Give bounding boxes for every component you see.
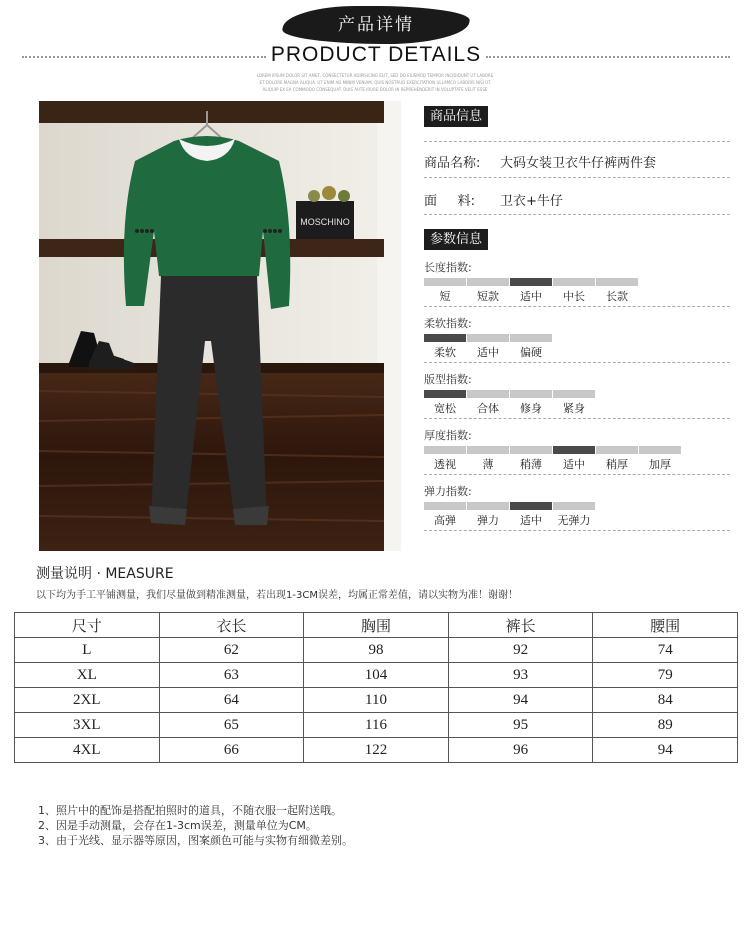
header-cell: 尺寸 [15, 613, 160, 638]
product-info-tag: 商品信息 [424, 106, 488, 127]
product-name-value: 大码女装卫衣牛仔裤两件套 [500, 156, 657, 171]
params-info-tag: 参数信息 [424, 229, 488, 250]
param-scale-segment [510, 446, 552, 454]
table-cell: 63 [159, 663, 304, 688]
table-row [15, 663, 738, 688]
header-dotted-line-left [22, 56, 266, 58]
param-divider [424, 474, 730, 475]
table-cell: 95 [448, 713, 593, 738]
size-table-header [15, 613, 738, 638]
header-cell: 腰围 [593, 613, 738, 638]
param-option-label: 高弹 [434, 514, 456, 527]
info-divider-1 [424, 141, 730, 142]
param-divider [424, 306, 730, 307]
param-scale-segment [596, 278, 638, 286]
table-row [15, 713, 738, 738]
table-cell: 66 [159, 738, 304, 763]
param-option-label: 宽松 [434, 402, 456, 415]
table-cell: 104 [304, 663, 449, 688]
param-divider [424, 362, 730, 363]
param-label: 厚度指数: [424, 429, 472, 442]
table-cell: 98 [304, 638, 449, 663]
info-divider-2 [424, 177, 730, 178]
product-photo [39, 101, 401, 551]
header-dotted-line-right [486, 56, 730, 58]
table-cell: 4XL [15, 738, 160, 763]
table-cell: L [15, 638, 160, 663]
table-cell: 122 [304, 738, 449, 763]
table-cell: 116 [304, 713, 449, 738]
table-cell: 94 [448, 688, 593, 713]
table-row [15, 738, 738, 763]
header-cn-title: 产品详情 [338, 15, 414, 35]
param-scale-segment [467, 446, 509, 454]
header-tiny-text-2: ET DOLORE MAGNA ALIQUA. UT ENIM AD MINIM VENIAM, QUIS NOSTRUD EXERCITATION ULLAMCO LABORIS NISI UT [259, 80, 491, 85]
param-option-label: 适中 [520, 514, 542, 527]
param-divider [424, 530, 730, 531]
footnote-item: 2、因是手动测量，会存在1-3cm误差，测量单位为CM。 [38, 819, 317, 832]
param-option-label: 合体 [477, 402, 499, 415]
param-scale-segment [553, 390, 595, 398]
footnotes [38, 803, 353, 848]
table-cell: 64 [159, 688, 304, 713]
param-option-label: 加厚 [649, 458, 671, 471]
param-option-label: 长款 [606, 290, 628, 303]
param-option-label: 柔软 [434, 346, 456, 359]
table-cell: 3XL [15, 713, 160, 738]
param-scale-segment [553, 502, 595, 510]
measure-title: 测量说明 · MEASURE [36, 566, 174, 582]
product-photo-illustration [39, 101, 401, 551]
param-scale-segment [467, 390, 509, 398]
table-cell: 74 [593, 638, 738, 663]
param-scale-segment [510, 334, 552, 342]
table-row [15, 688, 738, 713]
table-cell: 2XL [15, 688, 160, 713]
header-tiny-text-3: ALIQUIP EX EA COMMODO CONSEQUAT. DUIS AUTE IRURE DOLOR IN REPREHENDERIT IN VOLUPTATE VELIT ESSE [262, 87, 488, 92]
param-option-label: 薄 [482, 458, 494, 471]
param-label: 版型指数: [424, 373, 472, 386]
header-cell: 裤长 [448, 613, 593, 638]
param-option-label: 紧身 [563, 402, 585, 415]
param-option-label: 透视 [434, 458, 456, 471]
param-scale-segment [424, 446, 466, 454]
table-cell: 94 [593, 738, 738, 763]
param-scale-segment [424, 334, 466, 342]
measure-note: 以下均为手工平铺测量，我们尽量做到精准测量，若出现1-3CM误差，均属正常差值，请以实物为准！谢谢！ [36, 590, 518, 601]
param-scale-segment [424, 390, 466, 398]
param-scale-segment [424, 278, 466, 286]
param-option-label: 弹力 [477, 514, 499, 527]
param-option-label: 短 [439, 290, 451, 303]
product-name-label: 商品名称: [424, 156, 481, 171]
param-scale-segment [596, 446, 638, 454]
table-cell: 92 [448, 638, 593, 663]
table-cell: 84 [593, 688, 738, 713]
table-row [15, 638, 738, 663]
param-scale-segment [639, 446, 681, 454]
param-option-label: 稍厚 [606, 458, 628, 471]
info-divider-3 [424, 214, 730, 215]
param-option-label: 适中 [520, 290, 542, 303]
table-cell: 65 [159, 713, 304, 738]
footnote-item: 1、照片中的配饰是搭配拍照时的道具，不随衣服一起附送哦。 [38, 804, 342, 817]
param-divider [424, 418, 730, 419]
table-cell: 96 [448, 738, 593, 763]
table-cell: 89 [593, 713, 738, 738]
fabric-label: 面 料: [424, 194, 476, 209]
param-option-label: 偏硬 [520, 346, 542, 359]
param-scale-segment [467, 334, 509, 342]
param-scale-segment [424, 502, 466, 510]
param-option-label: 稍薄 [520, 458, 542, 471]
param-label: 柔软指数: [424, 317, 472, 330]
header-en-title: PRODUCT DETAILS [270, 43, 482, 66]
param-scale-segment [553, 446, 595, 454]
param-label: 弹力指数: [424, 485, 472, 498]
header-cell: 胸围 [304, 613, 449, 638]
bag-brand-text: MOSCHINO [300, 217, 350, 227]
table-cell: 110 [304, 688, 449, 713]
param-label: 长度指数: [424, 261, 472, 274]
param-option-label: 适中 [563, 458, 585, 471]
table-cell: 93 [448, 663, 593, 688]
param-option-label: 适中 [477, 346, 499, 359]
param-scale-segment [510, 278, 552, 286]
size-table [14, 612, 738, 763]
header-cell: 衣长 [159, 613, 304, 638]
param-scale-segment [510, 390, 552, 398]
table-cell: 79 [593, 663, 738, 688]
table-cell: 62 [159, 638, 304, 663]
param-scale-segment [467, 502, 509, 510]
param-option-label: 短款 [477, 290, 499, 303]
header-tiny-text-1: LOREM IPSUM DOLOR SIT AMET, CONSECTETUR ADIPISICING ELIT, SED DO EIUSMOD TEMPOR INCIDIDUNT UT LABORE [256, 73, 494, 78]
table-cell: XL [15, 663, 160, 688]
param-scale-segment [553, 278, 595, 286]
param-option-label: 修身 [520, 402, 542, 415]
param-option-label: 中长 [563, 290, 585, 303]
fabric-value: 卫衣+牛仔 [500, 194, 563, 209]
param-scale-segment [467, 278, 509, 286]
param-scale-segment [510, 502, 552, 510]
footnote-item: 3、由于光线、显示器等原因，图案颜色可能与实物有细微差别。 [38, 834, 353, 847]
param-option-label: 无弹力 [557, 514, 591, 527]
